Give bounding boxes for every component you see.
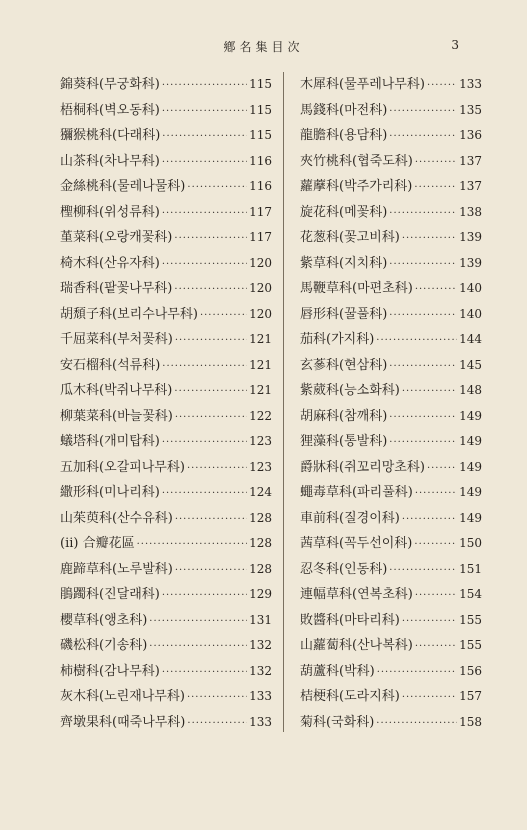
toc-entry-page: 128 [249,536,272,550]
toc-entry-page: 149 [459,434,482,448]
toc-entry [300,302,482,328]
toc-entry-page: 151 [459,561,482,576]
toc-entry-name: 繖形科(미나리科) [60,485,160,500]
toc-entry-name: 錦葵科(무궁화科) [60,77,160,92]
toc-entry [300,327,482,353]
toc-entry-page: 128 [249,510,272,525]
toc-entry-name: 龍膽科(용담科) [300,128,388,143]
toc-entry-name: 瑞香科(팥꽃나무科) [60,281,173,296]
column-divider [283,72,284,732]
toc-entry-page: 145 [459,357,482,372]
running-header-title: 鄕名集目次 [223,40,304,54]
toc-entry [60,225,272,251]
dot-leader [415,481,457,507]
toc-entry-page: 123 [249,434,272,448]
toc-entry-name: 狸藻科(통발科) [300,434,388,449]
toc-entry [60,72,272,98]
dot-leader [200,303,247,329]
toc-entry-page: 131 [249,612,272,627]
dot-leader [376,328,457,354]
toc-entry-name: 馬鞭草科(마편초科) [300,281,413,296]
toc-entry-name: 蠅毒草科(파리풀科) [300,485,413,500]
dot-leader [389,354,457,380]
dot-leader [162,481,247,507]
toc-entry-name: 馬錢科(마전科) [300,102,388,118]
toc-entry [300,276,482,302]
toc-entry-page: 137 [459,179,482,193]
toc-entry-page: 139 [459,255,482,270]
toc-entry-name: 椅木科(산유자科) [60,255,160,271]
toc-entry-page: 156 [459,663,482,678]
dot-leader [389,201,457,227]
toc-entry-name: 鹿蹄草科(노루발科) [60,561,173,577]
dot-leader [137,532,248,558]
dot-leader [162,73,247,99]
toc-entry-page: 140 [459,281,482,295]
dot-leader [187,711,247,737]
dot-leader [389,124,457,150]
toc-entry-page: 121 [249,383,272,397]
toc-entry [300,123,482,149]
toc-entry-page: 133 [249,714,272,729]
dot-leader [174,226,247,252]
toc-entry-name: 紫草科(지치科) [300,255,388,271]
toc-entry-page: 115 [249,102,272,117]
toc-entry [60,633,272,659]
toc-entry [300,557,482,583]
toc-entry-name: 柳葉菜科(바늘꽃科) [60,408,173,424]
toc-entry-page: 155 [459,638,482,652]
toc-entry-page: 121 [249,357,272,372]
dot-leader [389,430,457,456]
toc-entry-page: 116 [249,153,272,168]
toc-entry-name: 旋花科(메꽃科) [300,204,388,220]
toc-entry [300,710,482,736]
toc-entry-name: 桔梗科(도라지科) [300,689,400,704]
toc-entry [300,72,482,98]
toc-entry [300,378,482,404]
toc-entry [300,531,482,557]
dot-leader [427,456,457,482]
dot-leader [415,277,457,303]
toc-entry [300,98,482,124]
toc-entry-page: 137 [459,153,482,168]
toc-left-column [60,72,272,735]
dot-leader [162,252,247,278]
dot-leader [402,507,457,533]
toc-entry-page: 148 [459,383,482,397]
toc-entry [60,251,272,277]
dot-leader [175,328,247,354]
toc-entry [300,582,482,608]
toc-entry-name: 山茱萸科(산수유科) [60,510,173,526]
toc-entry-name: 齊墩果科(때죽나무科) [60,714,186,730]
dot-leader [162,354,247,380]
dot-leader [174,379,247,405]
toc-entry [60,710,272,736]
toc-entry-page: 120 [249,306,272,321]
toc-entry-name: 山蘿蔔科(산나복科) [300,638,413,653]
toc-entry-page: 116 [249,179,272,193]
toc-entry [300,251,482,277]
toc-entry [300,404,482,430]
toc-entry-name: 胡麻科(참깨科) [300,408,388,424]
toc-entry-page: 149 [459,459,482,474]
toc-entry-page: 149 [459,485,482,499]
toc-entry-name: 葫蘆科(박科) [300,663,375,679]
dot-leader [175,558,247,584]
toc-entry-page: 139 [459,230,482,244]
toc-entry-page: 115 [249,77,272,91]
toc-entry-name: 夾竹桃科(협죽도科) [300,153,413,169]
toc-entry-name: 唇形科(꿀풀科) [300,306,388,322]
toc-entry-page: 120 [249,281,272,295]
dot-leader [402,685,457,711]
toc-entry [300,429,482,455]
dot-leader [389,558,457,584]
dot-leader [415,583,457,609]
toc-entry-page: 122 [249,408,272,423]
toc-entry [60,429,272,455]
toc-entry-name: 木犀科(물푸레나무科) [300,77,425,92]
toc-entry [300,225,482,251]
toc-entry [60,200,272,226]
dot-leader [414,532,457,558]
dot-leader [414,175,457,201]
toc-right-column [300,72,482,735]
toc-entry-page: 158 [459,714,482,729]
toc-entry-page: 117 [249,230,272,244]
toc-entry [300,174,482,200]
dot-leader [162,430,247,456]
dot-leader [162,124,247,150]
toc-entry [60,531,272,557]
dot-leader [162,201,247,227]
toc-entry-name: 檉柳科(위성류科) [60,204,160,220]
toc-entry-name: 花葱科(꽃고비科) [300,230,400,245]
toc-entry-page: 155 [459,612,482,627]
toc-entry [60,327,272,353]
toc-entry-page: 132 [249,638,272,652]
toc-entry [60,378,272,404]
toc-entry [60,149,272,175]
toc-entry [60,404,272,430]
toc-entry-name: 車前科(질경이科) [300,510,400,526]
toc-entry-page: 115 [249,128,272,142]
toc-entry [60,123,272,149]
toc-entry [300,684,482,710]
dot-leader [175,507,247,533]
toc-entry-page: 144 [459,332,482,346]
page-number: 3 [451,38,459,52]
toc-entry-page: 138 [459,204,482,219]
dot-leader [175,405,247,431]
dot-leader [162,583,247,609]
dot-leader [162,99,247,125]
toc-entry-name: 五加科(오갈피나무科) [60,459,185,475]
toc-entry-page: 117 [249,204,272,219]
toc-entry [60,582,272,608]
toc-entry-name: 鵑躅科(진달래科) [60,587,160,602]
toc-entry-page: 135 [459,102,482,117]
dot-leader [174,277,247,303]
dot-leader [389,252,457,278]
dot-leader [402,379,457,405]
toc-entry [300,149,482,175]
dot-leader [389,303,457,329]
toc-entry-name: 菊科(국화科) [300,714,375,730]
toc-entry [300,200,482,226]
toc-entry-page: 150 [459,536,482,550]
toc-entry-page: 120 [249,255,272,270]
toc-entry [60,302,272,328]
toc-entry-name: 爵牀科(쥐꼬리망초科) [300,459,425,475]
toc-entry-name: 安石榴科(석류科) [60,357,161,373]
toc-entry [300,659,482,685]
dot-leader [415,634,457,660]
dot-leader [187,175,247,201]
toc-entry-page: 121 [249,332,272,346]
toc-entry-page: 133 [249,689,272,703]
toc-entry-name: 茄科(가지科) [300,332,375,347]
toc-entry-name: 瓜木科(박쥐나무科) [60,383,173,398]
toc-entry [300,506,482,532]
toc-entry [60,557,272,583]
toc-entry-name: 山茶科(차나무科) [60,153,160,169]
toc-entry [60,608,272,634]
toc-entry [60,276,272,302]
toc-entry-page: 154 [459,587,482,601]
dot-leader [389,405,457,431]
dot-leader [415,150,457,176]
dot-leader [377,660,457,686]
toc-entry-name: 堇菜科(오랑캐꽃科) [60,230,173,245]
dot-leader [149,634,247,660]
toc-entry-name: (ii) 合瓣花區 [60,536,135,551]
toc-entry [60,506,272,532]
dot-leader [389,99,457,125]
dot-leader [402,609,457,635]
toc-entry-name: 獼猴桃科(다래科) [60,128,161,143]
toc-entry-name: 蟻塔科(개미탑科) [60,434,160,449]
toc-entry [60,659,272,685]
toc-entry-page: 132 [249,663,272,678]
toc-entry-name: 梧桐科(벽오동科) [60,102,160,118]
toc-entry-page: 123 [249,459,272,474]
toc-entry-name: 連幅草科(연복초科) [300,587,413,602]
toc-entry-name: 櫻草科(앵초科) [60,612,148,628]
toc-entry-name: 千屈菜科(부처꽃科) [60,332,173,347]
toc-entry [300,480,482,506]
toc-entry-name: 玄蔘科(현삼科) [300,357,388,373]
dot-leader [162,150,247,176]
dot-leader [376,711,457,737]
toc-entry-page: 133 [459,77,482,91]
toc-entry-page: 149 [459,510,482,525]
toc-entry [60,684,272,710]
toc-entry [60,353,272,379]
dot-leader [187,456,247,482]
toc-entry [300,608,482,634]
toc-entry [300,633,482,659]
dot-leader [149,609,247,635]
toc-entry [300,353,482,379]
dot-leader [427,73,457,99]
toc-entry [60,98,272,124]
toc-entry-name: 蘿藦科(박주가리科) [300,179,413,194]
toc-entry-name: 灰木科(노린재나무科) [60,689,185,704]
toc-entry-name: 敗醬科(마타리科) [300,612,400,628]
toc-entry-name: 忍冬科(인동科) [300,561,388,577]
toc-entry-name: 柿樹科(감나무科) [60,663,160,679]
toc-entry-page: 136 [459,128,482,142]
toc-entry-page: 140 [459,306,482,321]
dot-leader [187,685,247,711]
toc-entry-name: 紫葳科(능소화科) [300,383,400,398]
toc-entry [60,480,272,506]
toc-entry-page: 124 [249,485,272,499]
dot-leader [402,226,457,252]
toc-entry-name: 磯松科(기송科) [60,638,148,653]
toc-entry-name: 胡頹子科(보리수나무科) [60,306,198,322]
toc-entry [60,455,272,481]
toc-entry [60,174,272,200]
toc-entry [300,455,482,481]
toc-entry-page: 128 [249,561,272,576]
toc-entry-name: 金絲桃科(물레나물科) [60,179,186,194]
toc-entry-name: 茜草科(꼭두선이科) [300,536,413,551]
toc-entry-page: 149 [459,408,482,423]
toc-entry-page: 129 [249,587,272,601]
toc-entry-page: 157 [459,689,482,703]
dot-leader [162,660,247,686]
